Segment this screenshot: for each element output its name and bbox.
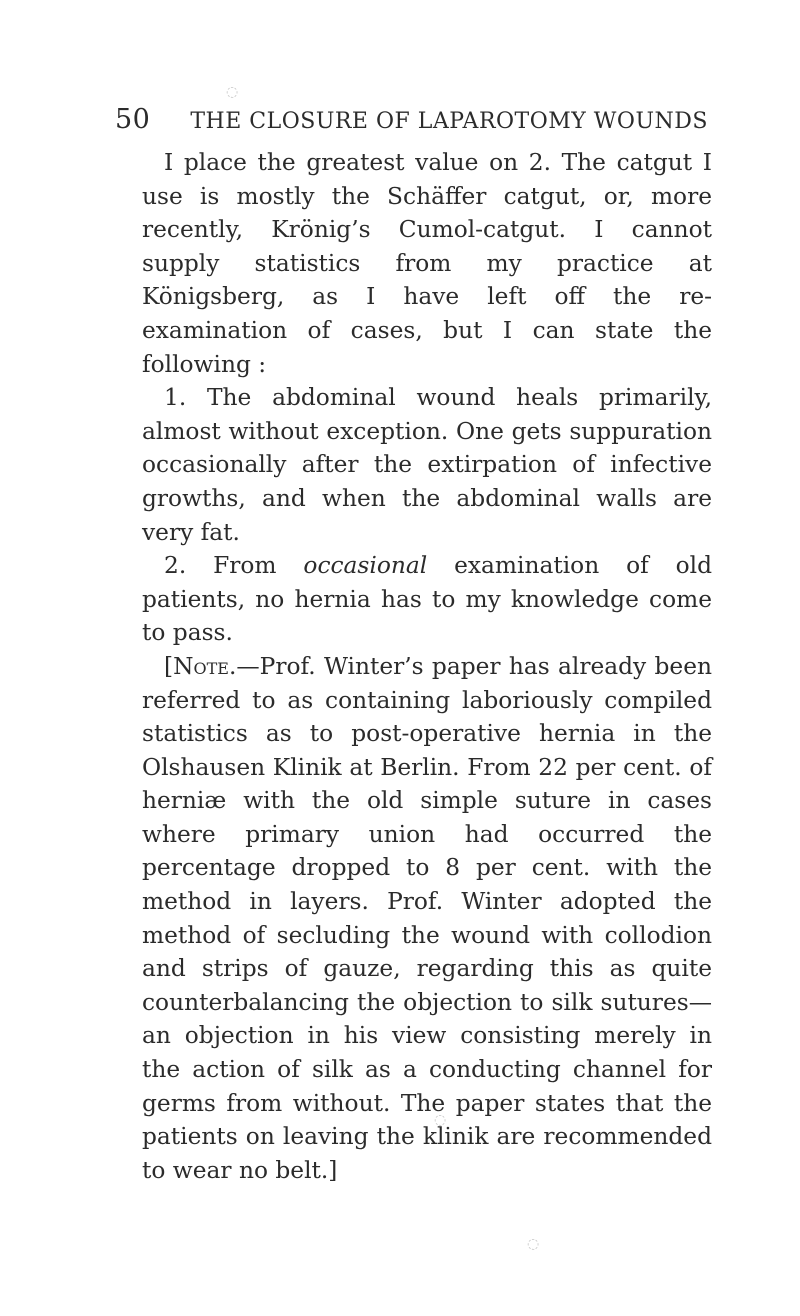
- note-text: —Prof. Winter’s paper has already been referred to as containing laboriously compiled statistics as to post-operative hernia in the Olshausen Klinik at Berlin. From 22 per cent. of herniæ with the old simple suture in cases where primary union had occurred the percentage dropped to 8 per cent. with the method in layers. Prof. Winter adopted the method of secluding the wound with collodion and strips of gauze, regarding this as quite counterbalancing the objection to silk sutures—an objection in his view consisting merely in the action of silk as a conducting channel for germs from without. The paper states that the patients on leaving the klinik are recommended to wear no belt.]: [142, 652, 712, 1184]
- emphasis-occasional: occasional: [303, 552, 428, 580]
- note-paragraph: [142, 650, 712, 1188]
- page-number: 50: [115, 104, 151, 135]
- scan-speck: ◌: [434, 1112, 447, 1128]
- scan-speck: ◌: [527, 1236, 540, 1252]
- note-bracket: [: [164, 652, 174, 680]
- paragraph-3-rest: examination of old patients, no hernia has to my knowledge come to pass.: [142, 552, 712, 647]
- scan-speck: ◌: [226, 84, 239, 100]
- paragraph-1: I place the greatest value on 2. The catgut I use is mostly the Schäffer catgut, or, more recently, Krönig’s Cumol-catgut. I cannot supply statistics from my practice at Königsberg, as I have left off the re-examination of cases, but I can state the following :: [142, 149, 712, 378]
- running-title: THE CLOSURE OF LAPAROTOMY WOUNDS: [190, 109, 708, 134]
- body-text: [142, 146, 712, 1187]
- paragraph-2: 1. The abdominal wound heals primarily, almost without exception. One gets suppuration occasionally after the extirpation of infective growths, and when the abdominal walls are very fat.: [142, 384, 712, 546]
- note-label: Note.: [173, 652, 237, 680]
- paragraph-3-lead: 2. From: [164, 552, 304, 580]
- paragraph-3: [142, 549, 712, 650]
- running-head: [115, 104, 715, 135]
